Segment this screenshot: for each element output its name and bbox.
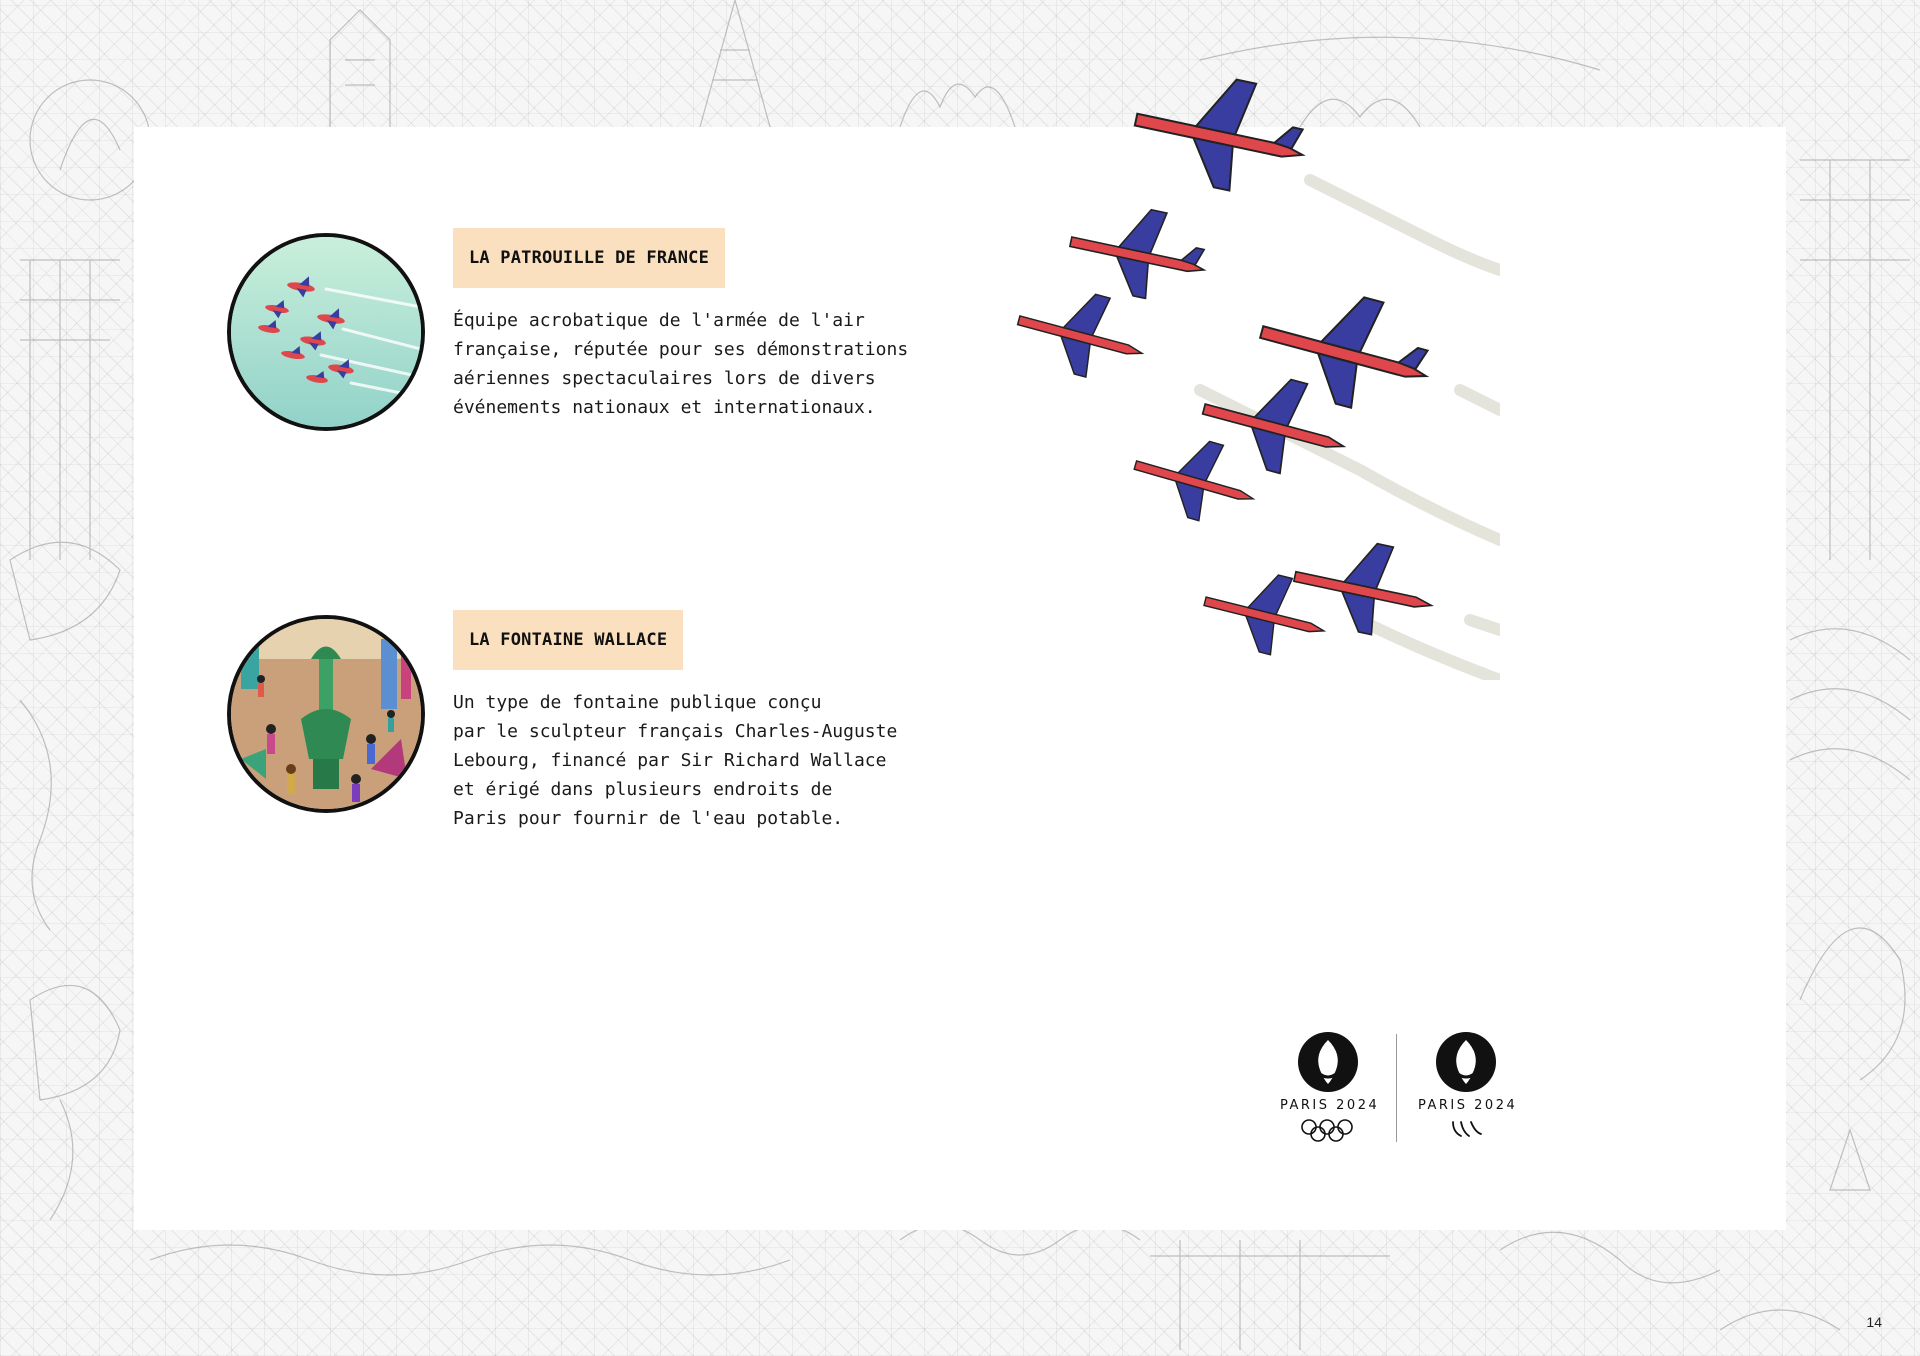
olympic-rings-icon [1299, 1118, 1359, 1144]
section-title-patrouille: LA PATROUILLE DE FRANCE [453, 228, 725, 288]
patrouille-de-france-jets-illustration [231, 237, 421, 427]
paris-2024-logos [1272, 1028, 1532, 1148]
patrouille-thumbnail [227, 233, 425, 431]
olympic-logo [1272, 1028, 1392, 1148]
jet-formation [1009, 61, 1441, 666]
logo-divider [1396, 1034, 1397, 1142]
fontaine-thumbnail [227, 615, 425, 813]
page-number: 14 [1866, 1314, 1882, 1330]
olympic-logo-text: PARIS 2024 [1280, 1098, 1380, 1113]
flame-emblem-icon [1272, 1028, 1392, 1096]
section-title-fontaine: LA FONTAINE WALLACE [453, 610, 683, 670]
paralympic-logo [1410, 1028, 1530, 1148]
fontaine-wallace-illustration [231, 619, 421, 809]
flame-emblem-icon [1410, 1028, 1530, 1096]
section-description-patrouille: Équipe acrobatique de l'armée de l'air française, réputée pour ses démonstrations aériennes spectaculaires lors de divers événements nationaux et internationaux. [453, 310, 909, 418]
paralympic-logo-text: PARIS 2024 [1418, 1098, 1518, 1113]
section-description-fontaine: Un type de fontaine publique conçu par le sculpteur français Charles-Auguste Lebourg, financé par Sir Richard Wallace et érigé dans plusieurs endroits de Paris pour fournir de l'eau potable. [453, 692, 898, 829]
patrouille-de-france-jets [1000, 60, 1500, 680]
agitos-icon [1447, 1118, 1487, 1142]
